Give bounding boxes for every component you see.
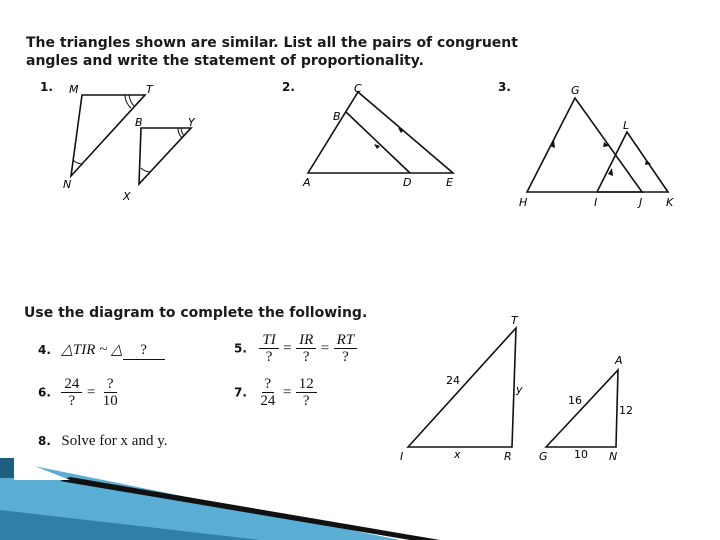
label-i: I	[594, 196, 598, 209]
label-small-g: G	[539, 450, 548, 463]
instruction-heading-1: The triangles shown are similar. List all the pairs of congruent angles and write the statement of proportionality.	[26, 35, 518, 69]
label-side-gn: 10	[574, 448, 588, 461]
segment-bd	[346, 112, 410, 173]
label-small-n: N	[609, 450, 618, 463]
parallel-arrow-bd	[374, 144, 380, 149]
similar-triangles-diagram	[396, 312, 646, 467]
label-n: N	[63, 178, 72, 191]
label-side-ti: 24	[446, 374, 460, 387]
label-j: J	[639, 196, 643, 209]
problem-3-number: 3.	[498, 80, 511, 94]
label-side-rt: y	[516, 383, 523, 396]
problem-3-figure	[515, 80, 695, 210]
label-b: B	[135, 116, 143, 129]
label-small-a: A	[615, 354, 623, 367]
angle-mark-t2	[129, 95, 134, 106]
triangle-ace	[308, 92, 453, 173]
label-y: Y	[188, 116, 195, 129]
parallel-arrow-lk	[645, 160, 651, 165]
label-c: C	[354, 82, 362, 95]
label-x: X	[123, 190, 131, 203]
angle-mark-t	[125, 95, 131, 108]
label-t: T	[146, 83, 153, 96]
label-l: L	[623, 119, 630, 132]
triangle-byx	[139, 128, 191, 184]
label-m: M	[69, 83, 79, 96]
problem-4: 4. △TIR ~ △ ?	[38, 340, 165, 360]
label-h: H	[519, 196, 528, 209]
ribbon-square	[0, 458, 14, 478]
problem-5: 5. $\frac{TI}{?}$ = $\frac{IR}{?}$ = $\frac{RT}{?}$	[234, 332, 357, 365]
problem-7: 7. $\frac{?}{24}$ = $\frac{12}{?}$	[234, 376, 317, 409]
angle-mark-y2	[181, 128, 184, 136]
problem-2-figure	[298, 80, 468, 190]
problem-4-blank: ?	[123, 342, 165, 360]
label-side-ga: 16	[568, 394, 582, 407]
label-side-ir: x	[454, 448, 461, 461]
label-big-i: I	[400, 450, 404, 463]
label-big-r: R	[504, 450, 512, 463]
problem-8: 8. Solve for x and y.	[38, 433, 168, 449]
triangle-agn	[546, 370, 618, 447]
triangle-ghj	[527, 98, 642, 192]
angle-mark-x	[141, 168, 151, 172]
label-g: G	[571, 84, 580, 97]
triangle-tir	[408, 328, 516, 447]
label-big-t: T	[511, 314, 518, 327]
instruction-heading-2: Use the diagram to complete the following.	[24, 305, 368, 321]
problem-2-number: 2.	[282, 80, 295, 94]
label-e: E	[446, 176, 453, 189]
problem-1-number: 1.	[40, 80, 53, 94]
label-k: K	[666, 196, 674, 209]
problem-6: 6. $\frac{24}{?}$ = $\frac{?}{10}$	[38, 376, 118, 409]
label-d: D	[403, 176, 412, 189]
triangle-lik	[597, 132, 668, 192]
label-side-an: 12	[619, 404, 633, 417]
ribbon-white-wedge	[14, 458, 70, 480]
label-b2: B	[333, 110, 341, 123]
problem-1-figure	[55, 80, 215, 205]
label-a: A	[303, 176, 311, 189]
